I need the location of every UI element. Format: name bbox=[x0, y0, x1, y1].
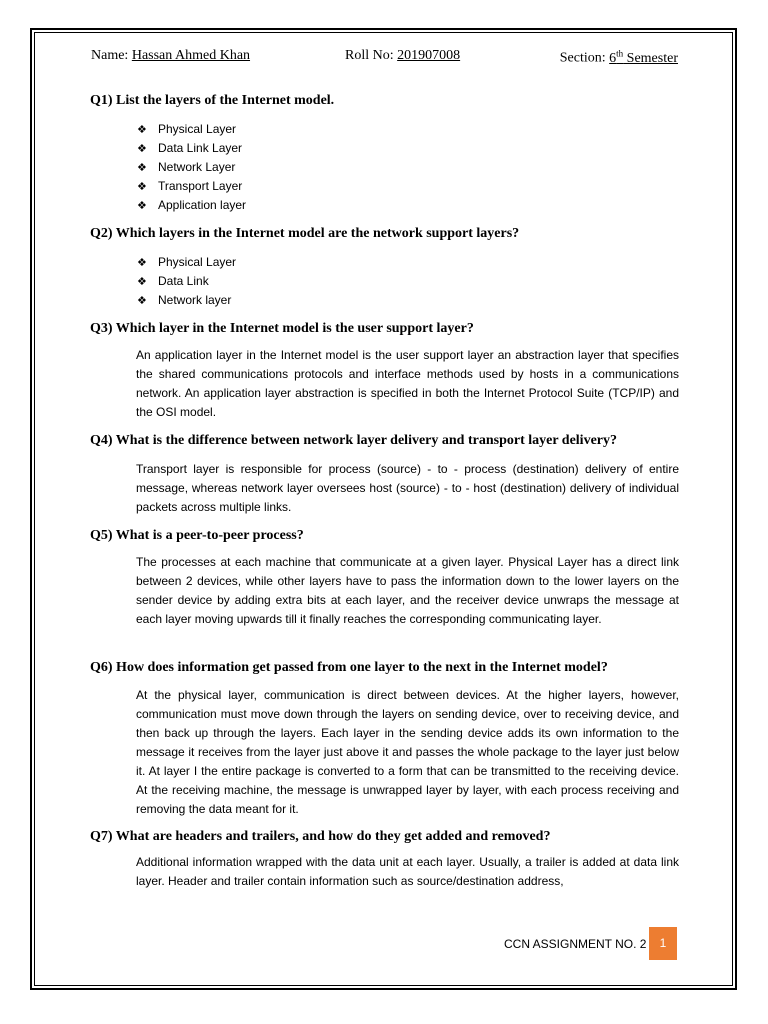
answer-3: An application layer in the Internet model is the user support layer an abstraction layer that specifies the shared communications protocols and interface methods used by hosts in a communications network. An application layer abstraction is specified in both the Internet Protocol Suite (TCP/IP) and the OSI model. bbox=[136, 348, 679, 419]
answer-1-list bbox=[137, 120, 246, 215]
diamond-bullet-icon: ❖ bbox=[137, 256, 147, 269]
list-item: ❖ Application layer bbox=[137, 196, 246, 215]
question-5: Q5) What is a peer-to-peer process? bbox=[90, 528, 304, 543]
list-item: ❖ Physical Layer bbox=[137, 253, 236, 272]
student-name-value: Hassan Ahmed Khan bbox=[131, 48, 251, 63]
list-item: ❖ Data Link bbox=[137, 272, 236, 291]
question-3: Q3) Which layer in the Internet model is the user support layer? bbox=[90, 321, 474, 336]
list-item: ❖ Network layer bbox=[137, 291, 236, 310]
student-name: Name: Hassan Ahmed Khan bbox=[91, 48, 251, 63]
answer-4: Transport layer is responsible for process (source) - to - process (destination) delivery of entire message, whereas network layer oversees host (source) - to - host (destination) delivery of individual packets across multiple links. bbox=[136, 462, 679, 514]
diamond-bullet-icon: ❖ bbox=[137, 294, 147, 307]
diamond-bullet-icon: ❖ bbox=[137, 180, 147, 193]
answer-7: Additional information wrapped with the data unit at each layer. Usually, a trailer is added at data link layer. Header and trailer contain information such as source/destination address, bbox=[136, 855, 679, 888]
roll-number: Roll No: 201907008 bbox=[345, 48, 461, 63]
list-item: ❖ Data Link Layer bbox=[137, 139, 246, 158]
roll-number-value: 201907008 bbox=[397, 48, 461, 63]
document-header bbox=[91, 48, 678, 68]
list-item: ❖ Network Layer bbox=[137, 158, 246, 177]
answer-6: At the physical layer, communication is direct between devices. At the higher layers, however, communication must move down through the layers on sending device, over to receiving device, and then back up through the layers. Each layer in the sending device adds its own information to the message it receives from the layer just above it and passes the whole package to the layer just below it. At layer I the entire package is converted to a form that can be transmitted to the receiving device. At the receiving machine, the message is unwrapped layer by layer, with each process receiving and removing the data meant for it. bbox=[136, 688, 679, 816]
answer-5: The processes at each machine that communicate at a given layer. Physical Layer has a direct link between 2 devices, while other layers have to pass the information down to the lower layers on the sender device by adding extra bits at each layer, and the receiver device unwraps the message at each layer moving upwards till it finally reaches the corresponding communicating layer. bbox=[136, 555, 679, 626]
question-1: Q1) List the layers of the Internet model. bbox=[90, 93, 335, 108]
question-2: Q2) Which layers in the Internet model are the network support layers? bbox=[90, 226, 520, 241]
page-number: 1 bbox=[649, 927, 677, 960]
section-value: 6th Semester bbox=[609, 48, 678, 66]
list-item: ❖ Physical Layer bbox=[137, 120, 246, 139]
list-item: ❖ Transport Layer bbox=[137, 177, 246, 196]
diamond-bullet-icon: ❖ bbox=[137, 275, 147, 288]
question-4: Q4) What is the difference between network layer delivery and transport layer delivery? bbox=[90, 433, 617, 448]
answer-2-list bbox=[137, 253, 236, 310]
question-7: Q7) What are headers and trailers, and how do they get added and removed? bbox=[90, 829, 551, 844]
diamond-bullet-icon: ❖ bbox=[137, 142, 147, 155]
section: Section: 6th Semester bbox=[559, 48, 678, 66]
footer-label: CCN ASSIGNMENT NO. 2 bbox=[504, 937, 647, 951]
diamond-bullet-icon: ❖ bbox=[137, 123, 147, 136]
diamond-bullet-icon: ❖ bbox=[137, 199, 147, 212]
diamond-bullet-icon: ❖ bbox=[137, 161, 147, 174]
question-6: Q6) How does information get passed from one layer to the next in the Internet model? bbox=[90, 660, 608, 675]
